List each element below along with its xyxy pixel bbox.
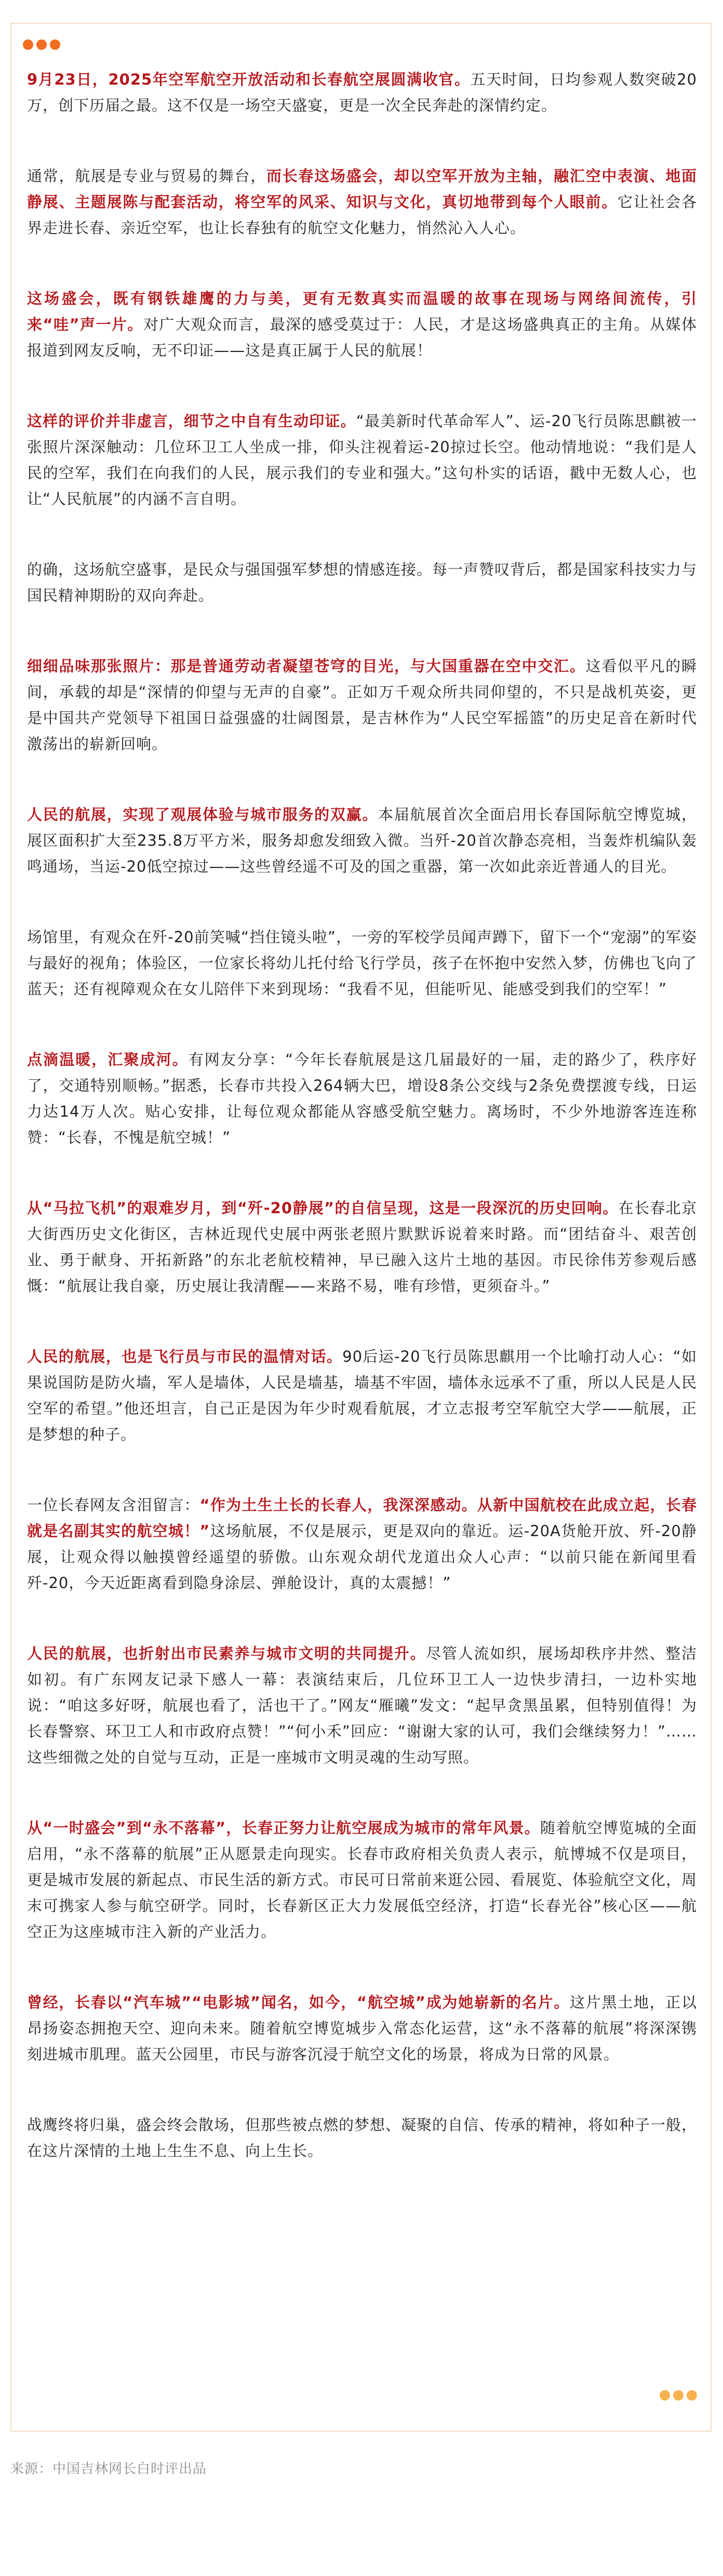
decor-dot-icon bbox=[687, 2390, 697, 2401]
decor-dot-icon bbox=[673, 2390, 684, 2401]
body-text: 一位长春网友含泪留言： bbox=[27, 1496, 200, 1514]
article-paragraph bbox=[27, 2112, 697, 2164]
article-paragraph bbox=[27, 1492, 697, 1596]
article-paragraph bbox=[27, 1344, 697, 1447]
highlight-text: 人民的航展，也折射出市民素养与城市文明的共同提升。 bbox=[27, 1645, 426, 1662]
article-paragraph bbox=[27, 924, 697, 1002]
body-text: 有网友分享：“今年长春航展是这几届最好的一届，走的路少了，秩序好了，交通特别顺畅。”据悉，长春市共投入264辆大巴，增设8条公交线与2条免费摆渡专线，日运力达14万人次。贴心安排，让每位观众都能从容感受航空魅力。离场时，不少外地游客连连称赞：“长春，不愧是航空城！” bbox=[27, 1051, 697, 1146]
article-paragraph bbox=[27, 557, 697, 608]
highlight-text: 从“一时盛会”到“永不落幕”，长春正努力让航空展成为城市的常年风景。 bbox=[27, 1819, 540, 1837]
article-paragraph bbox=[27, 66, 697, 118]
article-paragraph bbox=[27, 802, 697, 879]
body-text: 通常，航展是专业与贸易的舞台， bbox=[27, 167, 266, 185]
body-text: 战鹰终将归巢，盛会终会散场，但那些被点燃的梦想、凝聚的自信、传承的精神，将如种子一般，在这片深情的土地上生生不息、向上生长。 bbox=[27, 2116, 698, 2160]
body-text: 这片黑土地，正以昂扬姿态拥抱天空、迎向未来。随着航空博览城步入常态化运营，这“永不落幕的航展”将深深镌刻进城市肌理。蓝天公园里，市民与游客沉浸于航空文化的场景，将成为日常的风景。 bbox=[27, 1994, 697, 2063]
article-paragraph bbox=[27, 1047, 697, 1150]
article-paragraph bbox=[27, 1989, 697, 2067]
body-text: 本届航展首次全面启用长春国际航空博览城，展区面积扩大至235.8万平方米，服务却愈发细致入微。当歼-20首次静态亮相，当轰炸机编队轰鸣通场，当运-20低空掠过——这些曾经遥不可及的国之重器，第一次如此亲近普通人的目光。 bbox=[27, 806, 697, 875]
highlight-text: 9月23日，2025年空军航空开放活动和长春航空展圆满收官。 bbox=[27, 71, 471, 88]
article-paragraph bbox=[27, 1815, 697, 1945]
article-paragraph bbox=[27, 286, 697, 363]
body-text: 五天时间，日均参观人数突破20万，创下历届之最。这不仅是一场空天盛宴，更是一次全民奔赴的深情约定。 bbox=[27, 71, 698, 114]
decor-dot-icon bbox=[23, 39, 33, 50]
highlight-text: 而长春这场盛会，却以空军开放为主轴，融汇空中表演、地面静展、主题展陈与配套活动，将空军的风采、知识与文化，真切地带到每个人眼前。 bbox=[27, 167, 697, 211]
highlight-text: “作为土生土长的长春人，我深深感动。从新中国航校在此成立起，长春就是名副其实的航空城！” bbox=[27, 1496, 697, 1540]
article-card bbox=[10, 23, 712, 2432]
highlight-text: 这样的评价并非虚言，细节之中自有生动印证。 bbox=[27, 412, 356, 430]
source-credit: 来源：中国吉林网长白时评出品 bbox=[10, 2461, 207, 2477]
body-text: 这看似平凡的瞬间，承载的却是“深情的仰望与无声的自豪”。正如万千观众所共同仰望的，不只是战机英姿，更是中国共产党领导下祖国日益强盛的壮阔图景，是吉林作为“人民空军摇篮”的历史足音在新时代激荡出的崭新回响。 bbox=[27, 657, 697, 753]
body-text: 在长春北京大街西历史文化街区，吉林近现代史展中两张老照片默默诉说着来时路。而“团结奋斗、艰苦创业、勇于献身、开拓新路”的东北老航校精神，早已融入这片土地的基因。市民徐伟芳参观后感慨：“航展让我自豪，历史展让我清醒——来路不易，唯有珍惜，更须奋斗。” bbox=[27, 1199, 697, 1295]
article-paragraph bbox=[27, 653, 697, 757]
body-text: 90后运-20飞行员陈思麒用一个比喻打动人心：“如果说国防是防火墙，军人是墙体，人民是墙基，墙基不牢固，墙体永远承不了重，所以人民是人民空军的希望。”他还坦言，自己正是因为年少时观看航展，才立志报考空军航空大学——航展，正是梦想的种子。 bbox=[27, 1348, 698, 1443]
highlight-text: 这场盛会，既有钢铁雄鹰的力与美，更有无数真实而温暖的故事在现场与网络间流传，引来“哇”声一片。 bbox=[27, 290, 697, 333]
highlight-text: 点滴温暖，汇聚成河。 bbox=[27, 1051, 189, 1068]
decor-dots-top bbox=[23, 39, 60, 50]
article-paragraph bbox=[27, 408, 697, 512]
body-text: 尽管人流如织，展场却秩序井然、整洁如初。有广东网友记录下感人一幕：表演结束后，几位环卫工人一边快步清扫，一边朴实地说：“咱这多好呀，航展也看了，活也干了。”网友“雁曦”发文：“起早贪黑虽累，但特别值得！为长春警察、环卫工人和市政府点赞！”“何小禾”回应：“谢谢大家的认可，我们会继续努力！”……这些细微之处的自觉与互动，正是一座城市文明灵魂的生动写照。 bbox=[27, 1645, 697, 1766]
body-text: 场馆里，有观众在歼-20前笑喊“挡住镜头啦”，一旁的军校学员闻声蹲下，留下一个“宠溺”的军姿与最好的视角；体验区，一位家长将幼儿托付给飞行学员，孩子在怀抱中安然入梦，仿佛也飞向了蓝天；还有视障观众在女儿陪伴下来到现场：“我看不见，但能听见、能感受到我们的空军！” bbox=[27, 928, 698, 998]
article-body bbox=[27, 66, 697, 2164]
body-text: 对广大观众而言，最深的感受莫过于：人民，才是这场盛典真正的主角。从媒体报道到网友反响，无不印证——这是真正属于人民的航展！ bbox=[27, 316, 697, 359]
body-text: 随着航空博览城的全面启用，“永不落幕的航展”正从愿景走向现实。长春市政府相关负责人表示，航博城不仅是项目，更是城市发展的新起点、市民生活的新方式。市民可日常前来逛公园、看展览、体验航空文化，周末可携家人参与航空研学。同时，长春新区正大力发展低空经济，打造“长春光谷”核心区——航空正为这座城市注入新的产业活力。 bbox=[27, 1819, 698, 1941]
body-text: 的确，这场航空盛事，是民众与强国强军梦想的情感连接。每一声赞叹背后，都是国家科技实力与国民精神期盼的双向奔赴。 bbox=[27, 561, 698, 604]
decor-dots-bottom bbox=[660, 2390, 697, 2401]
body-text: 它让社会各界走进长春、亲近空军，也让长春独有的航空文化魅力，悄然沁入人心。 bbox=[27, 193, 697, 237]
decor-dot-icon bbox=[660, 2390, 670, 2401]
decor-dot-icon bbox=[36, 39, 47, 50]
article-paragraph bbox=[27, 163, 697, 241]
highlight-text: 细细品味那张照片：那是普通劳动者凝望苍穹的目光，与大国重器在空中交汇。 bbox=[27, 657, 586, 675]
article-paragraph bbox=[27, 1195, 697, 1299]
highlight-text: 人民的航展，也是飞行员与市民的温情对话。 bbox=[27, 1348, 343, 1365]
highlight-text: 人民的航展，实现了观展体验与城市服务的双赢。 bbox=[27, 806, 379, 823]
highlight-text: 曾经，长春以“汽车城”“电影城”闻名，如今，“航空城”成为她崭新的名片。 bbox=[27, 1994, 570, 2011]
body-text: 这场航展，不仅是展示，更是双向的靠近。运-20A货舱开放、歼-20静展，让观众得以触摸曾经遥望的骄傲。山东观众胡代龙道出众人心声：“以前只能在新闻里看歼-20，今天近距离看到隐身涂层、弹舱设计，真的太震撼！” bbox=[27, 1522, 697, 1592]
highlight-text: 从“马拉飞机”的艰难岁月，到“歼-20静展”的自信呈现，这是一段深沉的历史回响。 bbox=[27, 1199, 619, 1217]
article-paragraph bbox=[27, 1640, 697, 1770]
body-text: “最美新时代革命军人”、运-20飞行员陈思麒被一张照片深深触动：几位环卫工人坐成一排，仰头注视着运-20掠过长空。他动情地说：“我们是人民的空军，我们在向我们的人民，展示我们的专业和强大。”这句朴实的话语，戳中无数人心，也让“人民航展”的内涵不言自明。 bbox=[27, 412, 697, 508]
decor-dot-icon bbox=[50, 39, 60, 50]
